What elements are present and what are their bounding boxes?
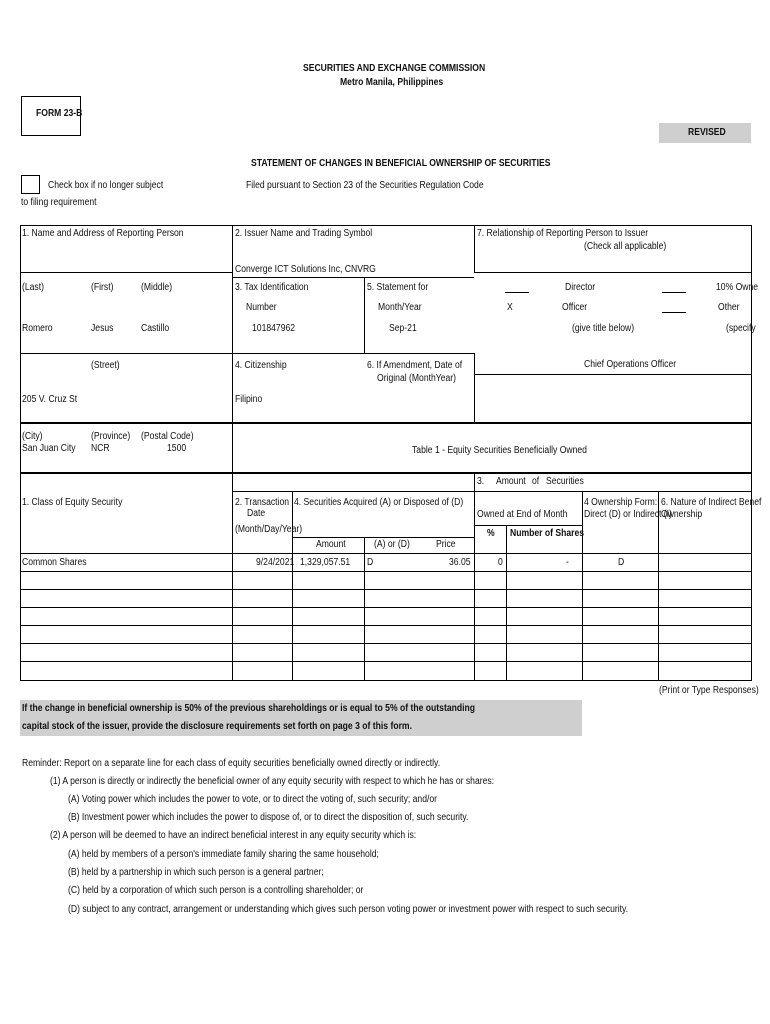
province-value: NCR bbox=[91, 443, 110, 454]
checkbox-label-line1: Check box if no longer subject bbox=[48, 180, 164, 191]
statement-title: STATEMENT OF CHANGES IN BENEFICIAL OWNERSHIP OF SECURITIES bbox=[251, 158, 551, 169]
issuer-name-value: Converge ICT Solutions Inc, CNVRG bbox=[235, 264, 376, 275]
officer-title-value: Chief Operations Officer bbox=[584, 359, 677, 370]
relationship-label: 7. Relationship of Reporting Person to Issuer bbox=[477, 228, 649, 239]
row-date-value: 9/24/2021 bbox=[256, 557, 295, 568]
row-shares-value: - bbox=[566, 557, 569, 568]
citizenship-value: Filipino bbox=[235, 394, 263, 405]
row-class-value: Common Shares bbox=[22, 557, 87, 568]
reminder-p2: (2) A person will be deemed to have an indirect beneficial interest in any equity security which is: bbox=[50, 830, 417, 841]
street-label: (Street) bbox=[91, 360, 120, 371]
citizenship-label: 4. Citizenship bbox=[235, 360, 287, 371]
middle-name-label: (Middle) bbox=[141, 282, 173, 293]
statement-for-label-2: Month/Year bbox=[378, 302, 422, 313]
reminder-p2c: (C) held by a corporation of which such person is a controlling shareholder; or bbox=[68, 885, 364, 896]
province-label: (Province) bbox=[91, 431, 131, 442]
amendment-label: 6. If Amendment, Date of bbox=[367, 360, 463, 371]
row-form-value: D bbox=[618, 557, 625, 568]
col-amount-owned-header-3: of bbox=[532, 476, 540, 487]
amendment-label-2: Original (MonthYear) bbox=[377, 373, 457, 384]
director-label: Director bbox=[565, 282, 596, 293]
filed-pursuant-text: Filed pursuant to Section 23 of the Securities Regulation Code bbox=[246, 180, 484, 191]
col-amount-owned-header-2: Amount bbox=[496, 476, 526, 487]
col-amount-header: Amount bbox=[316, 539, 346, 550]
col-nature-header-2: Ownership bbox=[661, 509, 703, 520]
ten-percent-owner-label: 10% Owne bbox=[716, 282, 759, 293]
col-date-header-3: (Month/Day/Year) bbox=[235, 524, 303, 535]
table1-title: Table 1 - Equity Securities Beneficially Owned bbox=[412, 445, 587, 456]
reporting-info-frame bbox=[20, 225, 752, 423]
form-number: FORM 23-B bbox=[36, 108, 83, 119]
commission-location: Metro Manila, Philippines bbox=[340, 77, 444, 88]
notice-line1: If the change in beneficial ownership is 50% of the previous shareholdings or is equal to 5% of the outstanding bbox=[22, 703, 476, 714]
tax-id-label-2: Number bbox=[246, 302, 277, 313]
last-name-label: (Last) bbox=[22, 282, 44, 293]
reminder-p1a: (A) Voting power which includes the power to vote, or to direct the voting of, such security; and/or bbox=[68, 794, 438, 805]
give-title-label: (give title below) bbox=[572, 323, 635, 334]
col-nature-header-1: 6. Nature of Indirect Benef bbox=[661, 497, 762, 508]
no-longer-subject-checkbox[interactable] bbox=[21, 175, 40, 194]
last-name-value: Romero bbox=[22, 323, 53, 334]
postal-code-label: (Postal Code) bbox=[141, 431, 194, 442]
row-ad-value: D bbox=[367, 557, 374, 568]
statement-for-value: Sep-21 bbox=[389, 323, 417, 334]
tax-id-value: 101847962 bbox=[252, 323, 296, 334]
reminder-p2d: (D) subject to any contract, arrangement or understanding which gives such person voting power or investment power with respect to such security. bbox=[68, 904, 629, 915]
col-price-header: Price bbox=[436, 539, 456, 550]
specify-label: (specify bbox=[726, 323, 756, 334]
col-amount-owned-header-5: Owned at End of Month bbox=[477, 509, 568, 520]
city-value: San Juan City bbox=[22, 443, 76, 454]
postal-code-value: 1500 bbox=[167, 443, 187, 454]
revised-label: REVISED bbox=[688, 127, 726, 138]
reminder-p2b: (B) held by a partnership in which such person is a general partner; bbox=[68, 867, 324, 878]
col-percent-header: % bbox=[487, 528, 495, 539]
col-amount-owned-header-4: Securities bbox=[546, 476, 584, 487]
print-type-note: (Print or Type Responses) bbox=[659, 685, 759, 696]
officer-checkmark[interactable]: X bbox=[507, 302, 513, 313]
row-price-value: 36.05 bbox=[449, 557, 471, 568]
reminder-p1: (1) A person is directly or indirectly the beneficial owner of any equity security with respect to which he has or shares: bbox=[50, 776, 495, 787]
first-name-label: (First) bbox=[91, 282, 114, 293]
statement-for-label: 5. Statement for bbox=[367, 282, 429, 293]
row-percent-value: 0 bbox=[498, 557, 503, 568]
street-value: 205 V. Cruz St bbox=[22, 394, 78, 405]
other-label: Other bbox=[718, 302, 740, 313]
col-class-header: 1. Class of Equity Security bbox=[22, 497, 123, 508]
notice-line2: capital stock of the issuer, provide the disclosure requirements set forth on page 3 of this form. bbox=[22, 721, 412, 732]
col-ad-header: (A) or (D) bbox=[374, 539, 410, 550]
col-acquired-header: 4. Securities Acquired (A) or Disposed of (D) bbox=[294, 497, 464, 508]
first-name-value: Jesus bbox=[91, 323, 114, 334]
col-date-header-2: Date bbox=[247, 508, 266, 519]
officer-label: Officer bbox=[562, 302, 588, 313]
col-ownership-form-header-1: 4 Ownership Form: bbox=[584, 497, 658, 508]
row-amount-value: 1,329,057.51 bbox=[300, 557, 351, 568]
name-address-label: 1. Name and Address of Reporting Person bbox=[22, 228, 184, 239]
col-amount-owned-header-1: 3. bbox=[477, 476, 485, 487]
tax-id-label: 3. Tax Identification bbox=[235, 282, 309, 293]
issuer-name-label: 2. Issuer Name and Trading Symbol bbox=[235, 228, 373, 239]
col-ownership-form-header-2: Direct (D) or Indirect (I) bbox=[584, 509, 672, 520]
city-label: (City) bbox=[22, 431, 43, 442]
reminder-p2a: (A) held by members of a person's immediate family sharing the same household; bbox=[68, 849, 379, 860]
relationship-sublabel: (Check all applicable) bbox=[584, 241, 667, 252]
col-date-header-1: 2. Transaction bbox=[235, 497, 290, 508]
col-shares-header: Number of Shares bbox=[510, 528, 585, 539]
checkbox-label-line2: to filing requirement bbox=[21, 197, 97, 208]
reminder-intro: Reminder: Report on a separate line for each class of equity securities beneficially owned directly or indirectly. bbox=[22, 758, 441, 769]
reminder-p1b: (B) Investment power which includes the power to dispose of, or to direct the disposition of, such security. bbox=[68, 812, 469, 823]
commission-name: SECURITIES AND EXCHANGE COMMISSION bbox=[303, 63, 486, 74]
middle-name-value: Castillo bbox=[141, 323, 170, 334]
